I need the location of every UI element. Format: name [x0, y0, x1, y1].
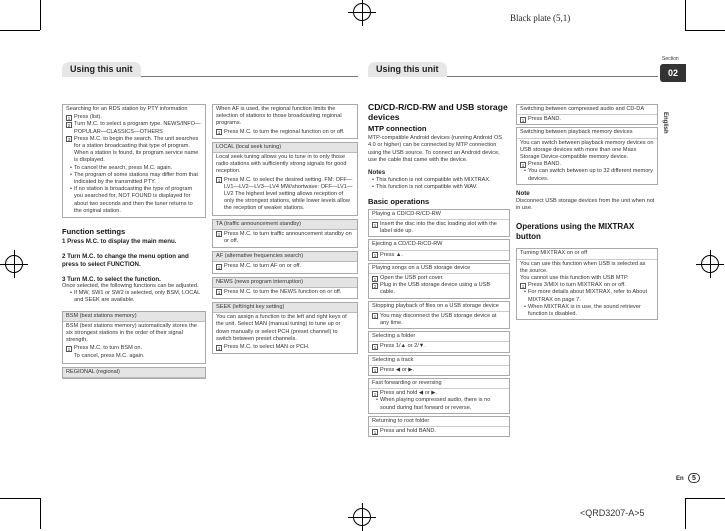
- crop-mark: [40, 0, 41, 30]
- seek-box: [212, 302, 358, 354]
- function-bullet: • If MW, SW1 or SW2 is selected, only BSM, LOCAL and SEEK are available.: [62, 290, 206, 304]
- crop-mark: [685, 498, 686, 529]
- seek-heading: SEEK (left/right key setting): [213, 303, 357, 313]
- crop-mark: [40, 498, 41, 529]
- right-header-title: Using this unit: [368, 62, 447, 77]
- crop-mark: [0, 498, 40, 499]
- op-play-usb: Playing songs on a USB storage device 1 Open the USB port cover. 2 Plug in the USB storage device using a USB cable.: [368, 263, 510, 299]
- switch-playback-box: Switching between playback memory devices You can switch between playback memory devices on USB storage devices with more than one Mass Storage Device-compatible memory device. 1 Press BAND. • You can switch between up to 32 different memory devices.: [516, 127, 658, 184]
- news-heading: NEWS (news program interruption): [213, 278, 357, 288]
- pty-step-1: 1 Press (list).: [67, 114, 102, 121]
- op-select-track: Selecting a track 1 Press ◀ or ▶.: [368, 355, 510, 376]
- crop-mark: [685, 498, 725, 499]
- ta-step: 1 Press M.C. to turn traffic announcement standby on or off.: [217, 230, 352, 245]
- regional-text: When AF is used, the regional function limits the selection of stations to those broadcasting regional programs.: [216, 106, 342, 127]
- registration-mark-right: [701, 255, 719, 273]
- crop-mark: [0, 30, 40, 31]
- af-step: 1 Press M.C. to turn AF on or off.: [217, 263, 301, 270]
- op-select-folder: Selecting a folder 1 Press 1/▲ or 2/▼.: [368, 331, 510, 352]
- pty-search-box: [62, 104, 206, 218]
- note-title: Note: [516, 189, 530, 197]
- local-heading: LOCAL (local seek tuning): [213, 143, 357, 153]
- pty-step-2: 2 Turn M.C. to select a program type. NEWS/INFO—POPULAR—CLASSICS—OTHERS: [67, 121, 201, 135]
- basic-operations-title: Basic operations: [368, 196, 430, 206]
- news-box: [212, 277, 358, 299]
- right-page-header: [368, 62, 658, 77]
- op-fast-forward: Fast forwarding or reversing 1 Press and hold ◀ or ▶. • When playing compressed audio, there is no sound during fast forward or reverse.: [368, 378, 510, 414]
- column-1: [62, 104, 206, 382]
- bsm-heading: BSM (best stations memory): [63, 312, 205, 322]
- function-step-3-text: Once selected, the following functions can be adjusted.: [62, 283, 199, 290]
- news-step: 1 Press M.C. to turn the NEWS function on or off.: [217, 288, 342, 296]
- regional-heading: REGIONAL (regional): [63, 368, 205, 378]
- pty-search-title: Searching for an RDS station by PTY information: [66, 106, 188, 112]
- crop-mark: [685, 0, 686, 30]
- pty-step-3: 3 Press M.C. to begin the search. The unit searches for a station broadcasting that type of program. When a station is found, its program service name is displayed.: [67, 135, 199, 164]
- af-heading: AF (alternative frequencies search): [213, 252, 357, 262]
- crop-mark: [685, 30, 725, 31]
- plate-label: Black plate (5,1): [510, 13, 571, 23]
- function-step-3: 3 Turn M.C. to select the function.: [62, 275, 161, 283]
- section-number: 02: [660, 64, 686, 82]
- function-step-2: 2 Turn M.C. to change the menu option and press to select FUNCTION.: [62, 253, 189, 268]
- switch-cd-box: Switching between compressed audio and CD-DA 1 Press BAND.: [516, 104, 658, 125]
- function-settings-title: Function settings: [62, 227, 126, 237]
- bsm-step-1: 1 Press M.C. to turn BSM on.: [67, 345, 143, 352]
- mtp-text: MTP-compatible Android devices (running Android OS 4.0 or higher) can be connected by MTP connection using the USB source. To connect an Android device, use the cable that came with the device.: [368, 135, 503, 163]
- column-2: [212, 104, 358, 357]
- page-lang: En: [676, 476, 684, 482]
- op-root-folder: Returning to root folder 1 Press and hold BAND.: [368, 416, 510, 437]
- regional-step: 1 Press M.C. to turn the regional function on or off.: [217, 128, 345, 136]
- ta-box: [212, 219, 358, 249]
- ta-heading: TA (traffic announcement standby): [213, 220, 357, 230]
- function-step-1: 1 Press M.C. to display the main menu.: [62, 238, 177, 246]
- mixtrax-title: Operations using the MIXTRAX button: [516, 222, 635, 242]
- cd-usb-title: CD/CD-R/CD-RW and USB storage devices: [368, 102, 508, 122]
- local-text: Local seek tuning allows you to tune in to only those radio stations with sufficiently strong signals for good reception.: [216, 154, 347, 175]
- pty-bullet: • To cancel the search, press M.C. again.: [66, 165, 202, 172]
- af-box: [212, 251, 358, 273]
- note-item: • This function is not compatible with MIXTRAX.: [368, 177, 510, 184]
- local-step: 1 Press M.C. to select the desired setting. FM: OFF—LV1—LV2—LV3—LV4 MW/shortwave: OFF—LV1—LV2 The highest level setting allows reception of only the strongest stations, while lower levels allow the reception of weaker stations.: [217, 176, 353, 212]
- note-item: • This function is not compatible with WAV.: [368, 184, 510, 191]
- op-play-cd: Playing a CD/CD-R/CD-RW 1 Insert the disc into the disc loading slot with the label side up.: [368, 209, 510, 238]
- mixtrax-box: Turning MIXTRAX on or off You can use this function when USB is selected as the source. You cannot use this function with USB MTP. 1 Press 3/MIX to turn MIXTRAX on or off. • For more details about MIXTRAX, refer to About MIXTRAX on page 7. • When MIXTRAX is in use, the sound retriever function is disabled.: [516, 248, 658, 320]
- seek-step: 1 Press M.C. to select MAN or PCH.: [217, 344, 310, 351]
- note-text: Disconnect USB storage devices from the unit when not in use.: [516, 198, 655, 212]
- regional-box: [62, 367, 206, 379]
- registration-mark-bottom: [353, 508, 371, 526]
- pty-bullet: • The program of some stations may differ from that indicated by the transmitted PTY.: [66, 172, 202, 186]
- local-box: [212, 142, 358, 216]
- left-page-header: [62, 62, 358, 77]
- section-label: Section: [662, 56, 679, 62]
- column-4: [516, 104, 658, 322]
- bsm-cancel: To cancel, press M.C. again.: [74, 352, 145, 359]
- pty-bullet: • If no station is broadcasting the type of program you searched for, NOT FOUND is displayed for about two seconds and then the tuner returns to the original station.: [66, 186, 202, 215]
- bsm-text: BSM (best stations memory) automatically stores the six strongest stations in the order of their signal strength.: [66, 322, 197, 344]
- regional-body-box: [212, 104, 358, 139]
- footer-code: <QRD3207-A>5: [580, 508, 645, 518]
- op-eject-cd: Ejecting a CD/CD-R/CD-RW 1 Press ▲.: [368, 239, 510, 260]
- seek-text: You can assign a function to the left and right keys of the unit. Select MAN (manual tuning) to tune up or down manually or select PCH (preset channel) to switch between preset channels.: [216, 314, 347, 342]
- left-header-title: Using this unit: [62, 62, 141, 77]
- bsm-box: [62, 311, 206, 364]
- registration-mark-left: [5, 255, 23, 273]
- mtp-title: MTP connection: [368, 124, 427, 133]
- registration-mark-top: [353, 3, 371, 21]
- notes-title: Notes: [368, 169, 386, 177]
- column-3: [368, 102, 510, 439]
- page-number: 5: [688, 473, 700, 483]
- side-language-label: English: [662, 112, 668, 134]
- op-stop-usb: Stopping playback of files on a USB storage device 1 You may disconnect the USB storage device at any time.: [368, 301, 510, 330]
